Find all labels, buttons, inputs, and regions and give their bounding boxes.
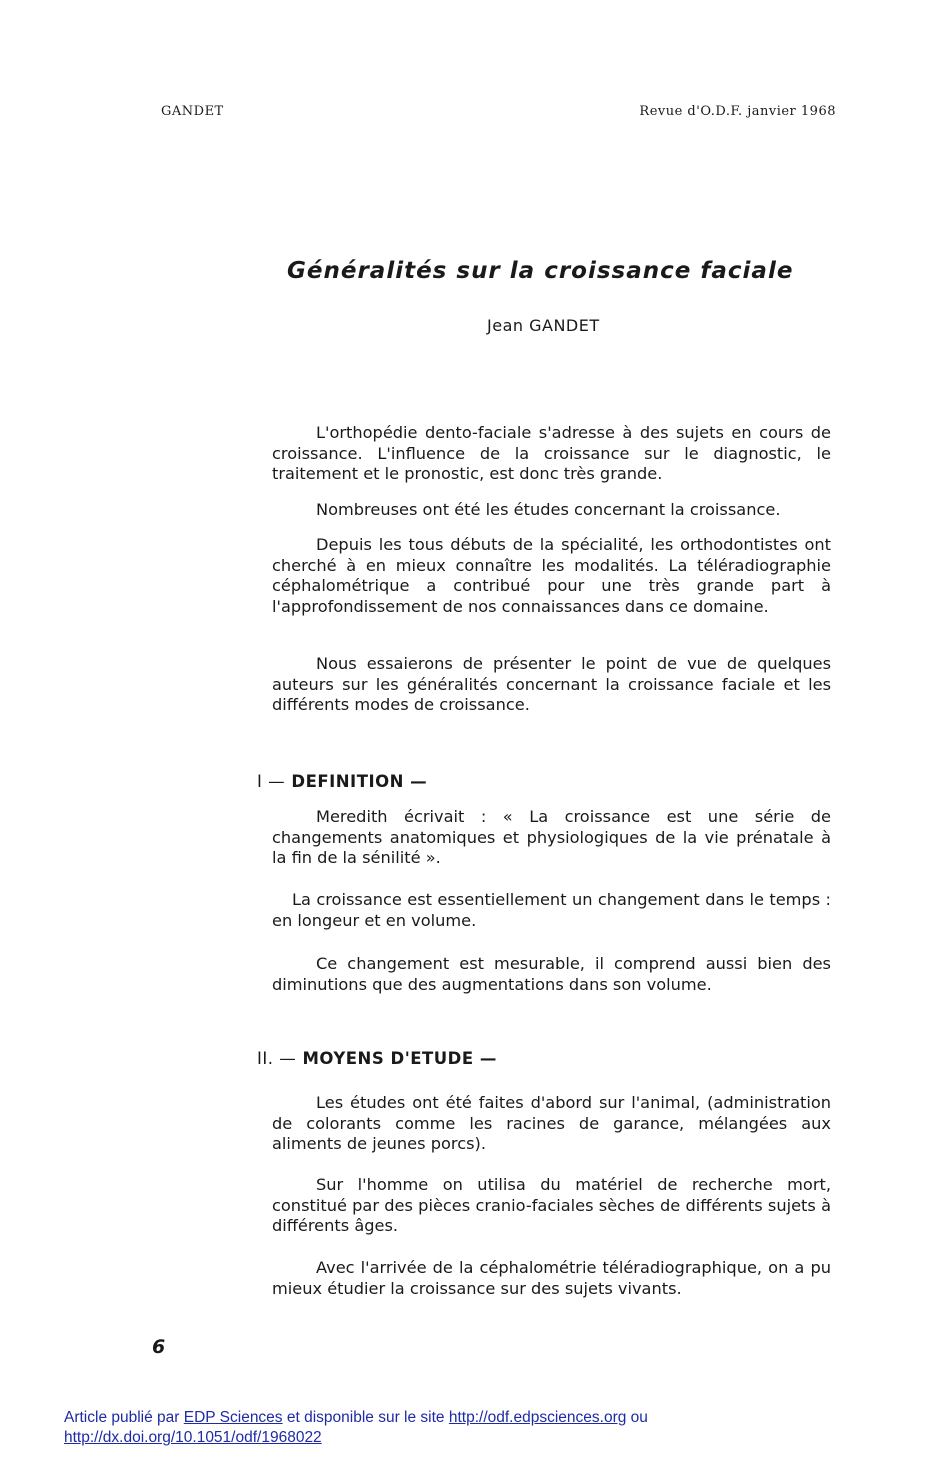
footer-text: ou [626,1409,648,1426]
footer-text: et disponible sur le site [282,1409,449,1426]
journal-site-link[interactable]: http://odf.edpsciences.org [448,1409,627,1426]
moyens-paragraph-1: Les études ont été faites d'abord sur l'animal, (administration de colorants comme les racines de garance, mélangées aux aliments de jeunes porcs). [272,1093,831,1153]
edp-sciences-link[interactable]: EDP Sciences [183,1409,283,1426]
section-number: II. — [257,1049,297,1068]
section-number: I — [257,772,286,791]
section-title: DEFINITION — [291,772,428,791]
page-number: 6 [152,1336,166,1358]
article-title: Généralités sur la croissance faciale [287,258,794,284]
moyens-paragraph-3: Avec l'arrivée de la céphalométrie téléradiographique, on a pu mieux étudier la croissance sur des sujets vivants. [272,1258,831,1298]
footer-text: Article publié par [64,1409,184,1426]
definition-paragraph-2: La croissance est essentiellement un changement dans le temps : en longeur et en volume. [272,890,831,930]
definition-paragraph-3: Ce changement est mesurable, il comprend aussi bien des diminutions que des augmentations dans son volume. [272,954,831,994]
intro-paragraph-2: Nombreuses ont été les études concernant la croissance. [316,500,781,519]
article-author: Jean GANDET [487,316,600,335]
intro-paragraph-4: Nous essaierons de présenter le point de vue de quelques auteurs sur les généralités concernant la croissance faciale et les différents modes de croissance. [272,654,831,714]
intro-paragraph-3: Depuis les tous débuts de la spécialité, les orthodontistes ont cherché à en mieux connaître les modalités. La téléradiographie céphalométrique a contribué pour une très grande part à l'approfondissement de nos connaissances dans ce domaine. [272,535,831,616]
intro-paragraph-1: L'orthopédie dento-faciale s'adresse à des sujets en cours de croissance. L'influence de la croissance sur le diagnostic, le traitement et le pronostic, est donc très grande. [272,423,831,483]
publisher-footer [64,1408,764,1448]
running-header-author: GANDET [161,104,224,119]
section-heading-moyens [257,1049,497,1068]
section-title: MOYENS D'ETUDE — [302,1049,497,1068]
running-header-journal: Revue d'O.D.F. janvier 1968 [639,104,836,119]
definition-paragraph-1: Meredith écrivait : « La croissance est une série de changements anatomiques et physiologiques de la vie prénatale à la fin de la sénilité ». [272,807,831,867]
section-heading-definition [257,772,427,791]
doi-link[interactable]: http://dx.doi.org/10.1051/odf/1968022 [64,1429,322,1446]
moyens-paragraph-2: Sur l'homme on utilisa du matériel de recherche mort, constitué par des pièces cranio-faciales sèches de différents sujets à différents âges. [272,1175,831,1235]
